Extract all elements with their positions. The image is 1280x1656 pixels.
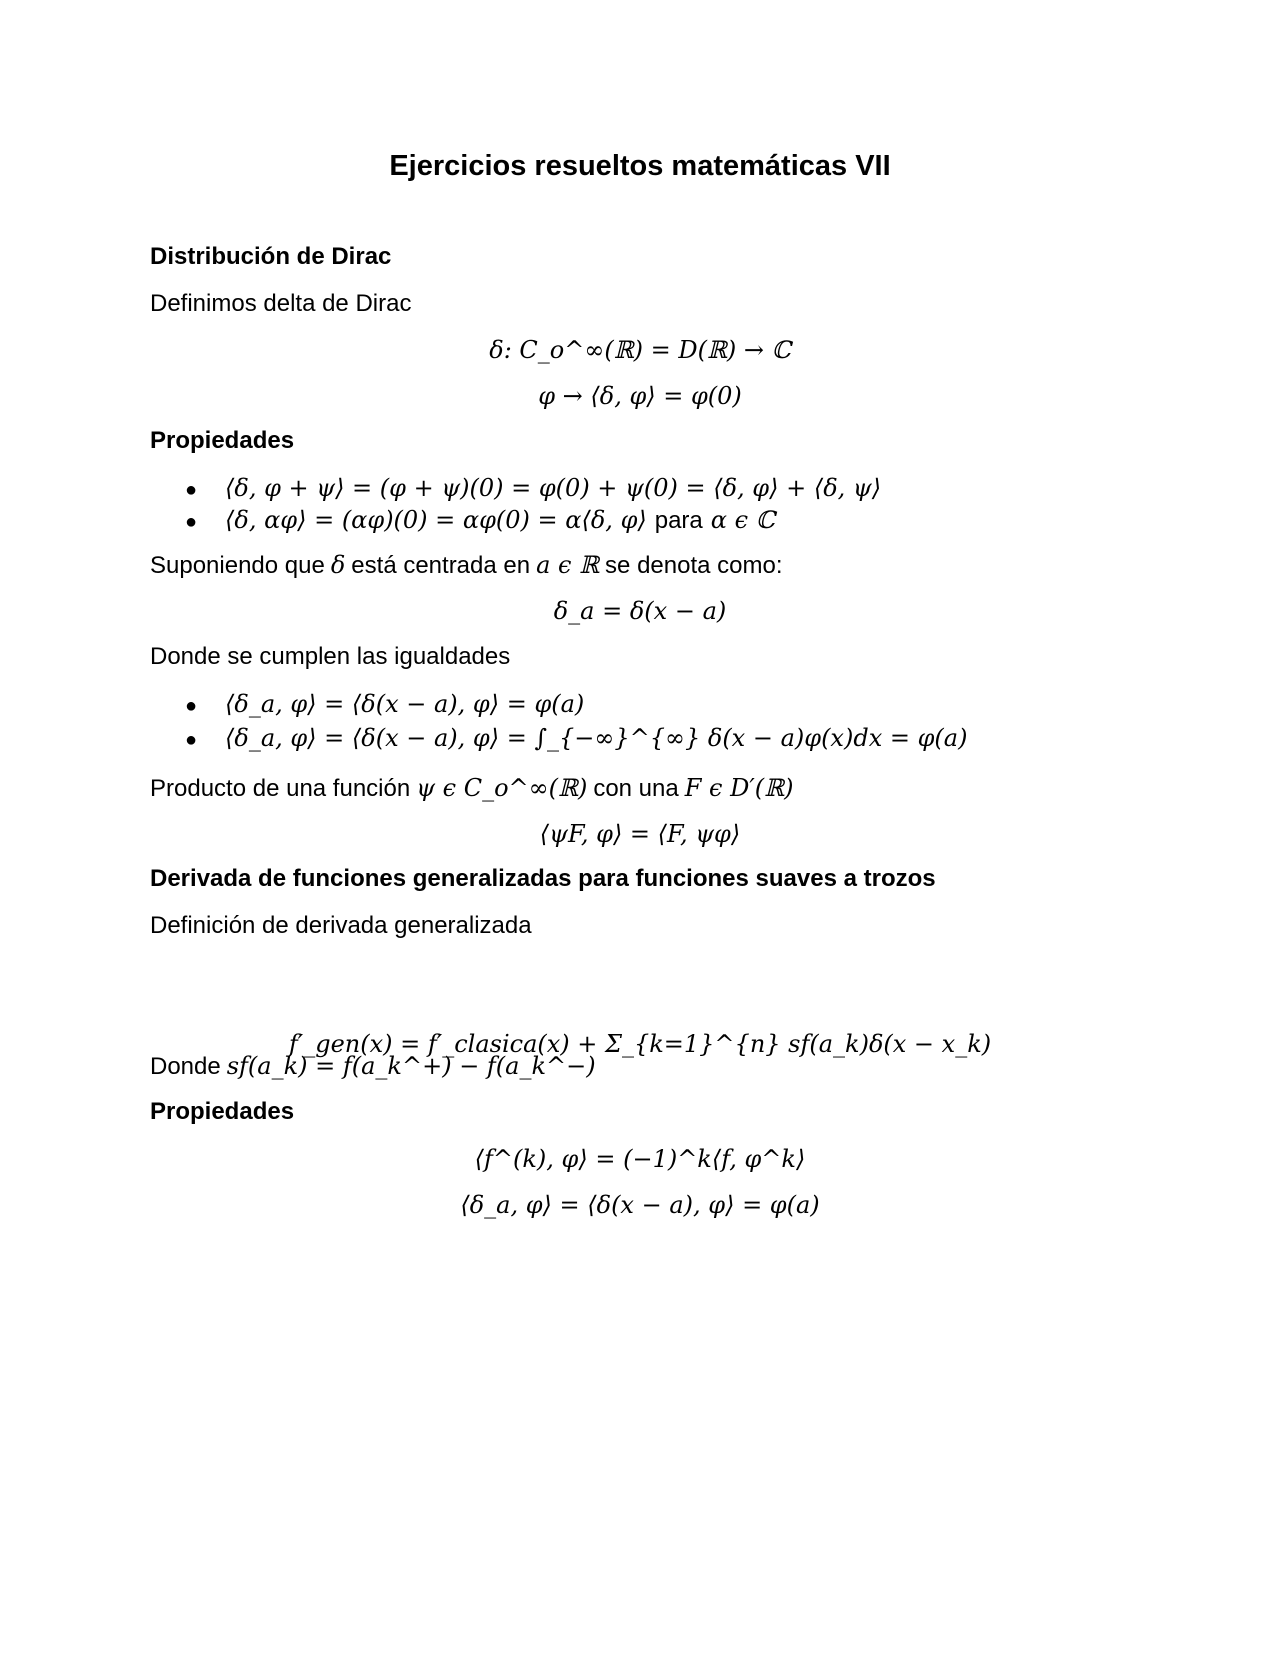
math-symbol: sf(a_k) = f(a_k^+) − f(a_k^−) bbox=[226, 1052, 596, 1080]
bullet-icon: ● bbox=[185, 479, 198, 501]
list-item bbox=[185, 474, 881, 502]
propiedad-eq-2: ⟨δ_a, φ⟩ = ⟨δ(x − a), φ⟩ = φ(a) bbox=[460, 1191, 820, 1219]
bullet-icon: ● bbox=[185, 729, 198, 751]
definition-line-1: δ: C_o^∞(ℝ) = D(ℝ) → ℂ bbox=[489, 336, 791, 364]
igualdades-text: Donde se cumplen las igualdades bbox=[150, 643, 511, 670]
section-heading-propiedades-2: Propiedades bbox=[150, 1098, 295, 1125]
text-span: Producto de una función bbox=[150, 775, 411, 802]
propiedad-eq-1: ⟨f^(k), φ⟩ = (−1)^k⟨f, φ^k⟩ bbox=[474, 1145, 806, 1173]
page-title: Ejercicios resueltos matemáticas VII bbox=[389, 150, 891, 182]
property-connector: para bbox=[654, 507, 703, 534]
list-item bbox=[185, 506, 775, 535]
igualdad-eq: ⟨δ_a, φ⟩ = ⟨δ(x − a), φ⟩ = ∫_{−∞}^{∞} δ(x − a)φ(x)dx = φ(a) bbox=[225, 724, 968, 752]
derivada-formula: f′_gen(x) = f′_clasica(x) + Σ_{k=1}^{n} sf(a_k)δ(x − x_k) bbox=[288, 1030, 992, 1058]
math-symbol: a ϵ ℝ bbox=[536, 551, 600, 579]
text-span: está centrada en bbox=[351, 552, 531, 579]
text-span: se denota como: bbox=[605, 552, 783, 579]
text-span: Suponiendo que bbox=[150, 552, 325, 579]
math-symbol: ψ ϵ C_o^∞(ℝ) bbox=[416, 774, 588, 802]
math-symbol: δ bbox=[330, 551, 346, 579]
property-condition: α ϵ ℂ bbox=[710, 506, 775, 534]
bullet-icon: ● bbox=[185, 695, 198, 717]
centered-equation: δ_a = δ(x − a) bbox=[553, 597, 727, 625]
producto-text bbox=[150, 774, 793, 803]
section-heading-propiedades: Propiedades bbox=[150, 427, 295, 454]
text-span: Donde bbox=[150, 1053, 221, 1080]
derivada-intro: Definición de derivada generalizada bbox=[150, 912, 532, 939]
definition-line-2: φ → ⟨δ, φ⟩ = φ(0) bbox=[538, 382, 742, 410]
text-span: con una bbox=[593, 775, 679, 802]
list-item bbox=[185, 690, 584, 718]
igualdad-eq: ⟨δ_a, φ⟩ = ⟨δ(x − a), φ⟩ = φ(a) bbox=[225, 690, 585, 718]
bullet-icon: ● bbox=[185, 511, 198, 533]
producto-equation: ⟨ψF, φ⟩ = ⟨F, ψφ⟩ bbox=[539, 820, 741, 848]
donde-text bbox=[150, 1052, 596, 1081]
list-item bbox=[185, 724, 967, 752]
section-heading-dirac: Distribución de Dirac bbox=[150, 243, 392, 270]
centered-text bbox=[150, 551, 783, 580]
math-symbol: F ϵ D′(ℝ) bbox=[684, 774, 794, 802]
property-eq: ⟨δ, αφ⟩ = (αφ)(0) = αφ(0) = α⟨δ, φ⟩ bbox=[225, 506, 647, 534]
section-heading-derivada: Derivada de funciones generalizadas para funciones suaves a trozos bbox=[150, 865, 936, 892]
intro-text: Definimos delta de Dirac bbox=[150, 290, 412, 317]
property-eq: ⟨δ, φ + ψ⟩ = (φ + ψ)(0) = φ(0) + ψ(0) = ⟨δ, φ⟩ + ⟨δ, ψ⟩ bbox=[225, 474, 882, 502]
